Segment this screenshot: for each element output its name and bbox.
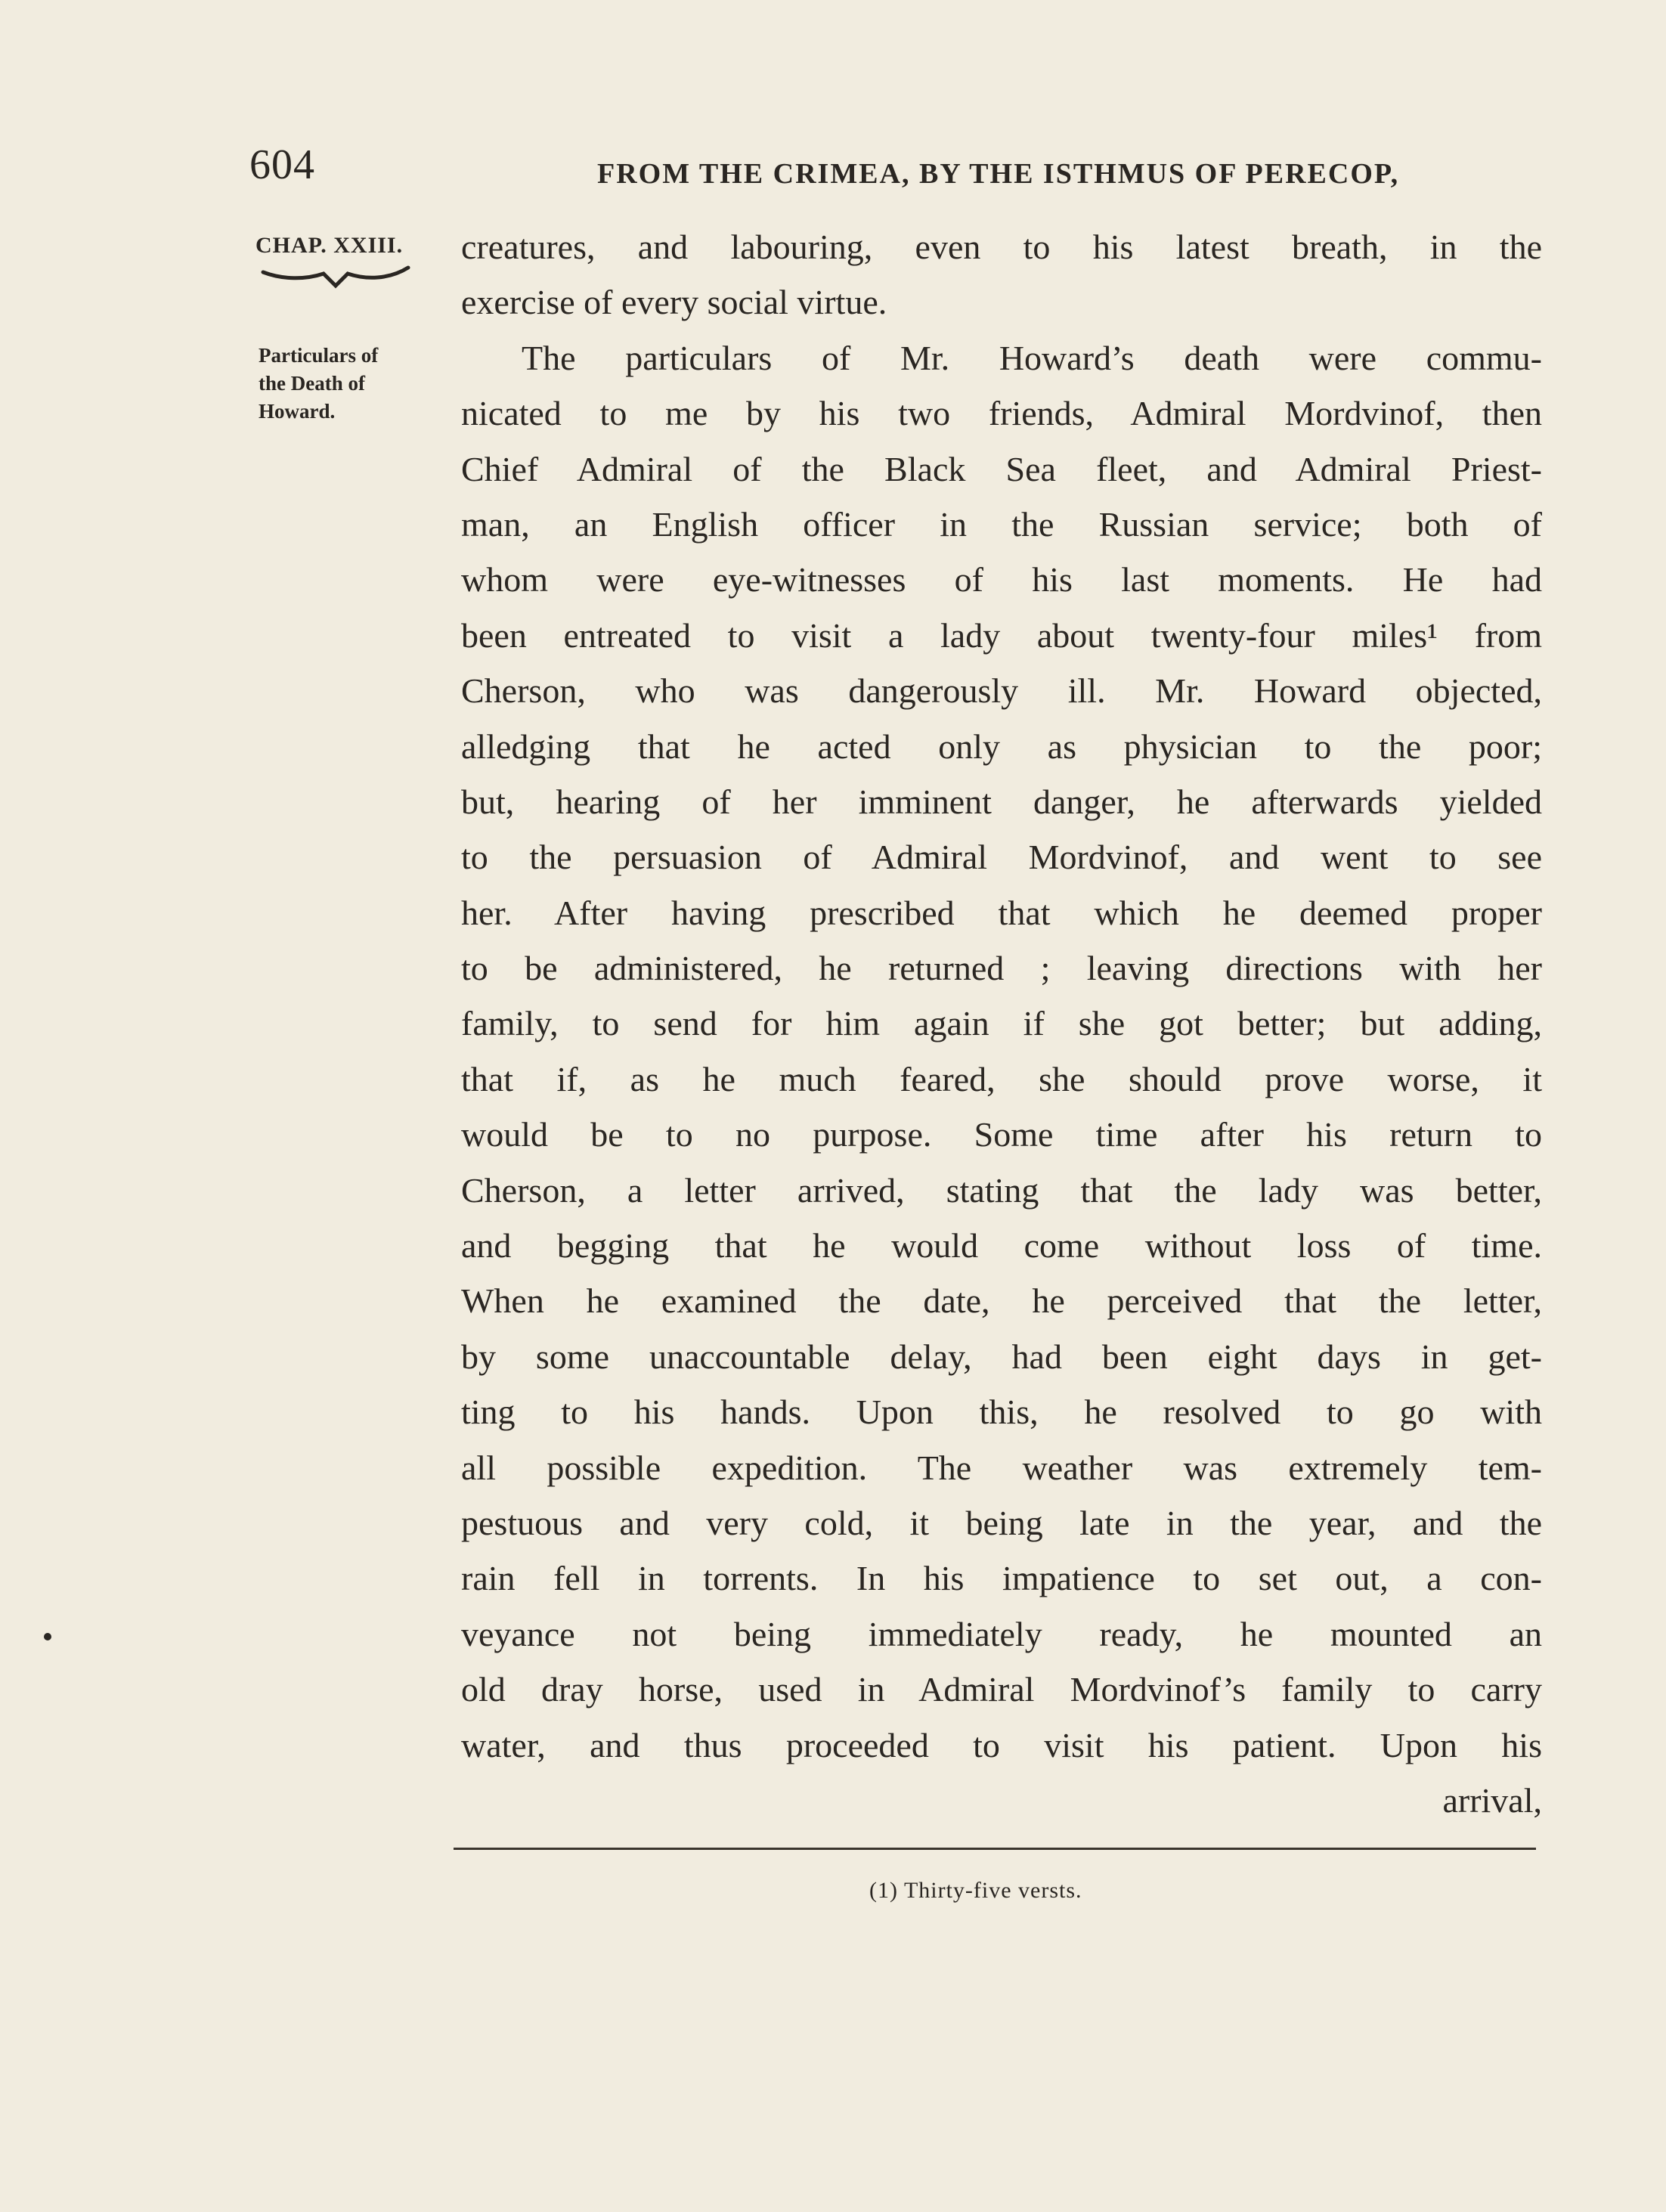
chapter-label: CHAP. XXIII. — [255, 233, 404, 258]
text-line: Cherson, a letter arrived, stating that the lady was better, — [461, 1170, 1542, 1210]
text-line: family, to send for him again if she got better; but adding, — [461, 1004, 1542, 1043]
text-line: Cherson, who was dangerously ill. Mr. Howard objected, — [461, 671, 1542, 711]
text-line: but, hearing of her imminent danger, he afterwards yielded — [461, 782, 1542, 821]
text-line: pestuous and very cold, it being late in the year, and the — [461, 1503, 1542, 1542]
catchword: arrival, — [1442, 1780, 1542, 1820]
body-text — [461, 219, 1542, 1828]
text-line: water, and thus proceeded to visit his patient. Upon his — [461, 1725, 1542, 1764]
text-line: alledging that he acted only as physician to the poor; — [461, 726, 1542, 766]
text-line: and begging that he would come without loss of time. — [461, 1226, 1542, 1266]
text-line: The particulars of Mr. Howard’s death were commu- — [522, 338, 1542, 377]
text-line: Chief Admiral of the Black Sea fleet, and Admiral Priest- — [461, 449, 1542, 488]
text-line: man, an English officer in the Russian service; both of — [461, 504, 1542, 544]
margin-mark — [44, 1633, 51, 1640]
text-line: all possible expedition. The weather was extremely tem- — [461, 1448, 1542, 1487]
sidenote-line: Particulars of — [259, 344, 379, 367]
text-line: old dray horse, used in Admiral Mordvinof’s family to carry — [461, 1670, 1542, 1709]
text-line: When he examined the date, he perceived that the letter, — [461, 1281, 1542, 1321]
text-line: creatures, and labouring, even to his latest breath, in the — [461, 228, 1542, 266]
footnote-rule — [454, 1848, 1536, 1850]
chapter-ornament-icon — [260, 263, 411, 293]
text-line: would be to no purpose. Some time after his return to — [461, 1115, 1542, 1154]
sidenote-line: Howard. — [259, 400, 336, 423]
text-line: nicated to me by his two friends, Admiral Mordvinof, then — [461, 394, 1542, 433]
text-line: exercise of every social virtue. — [461, 283, 887, 322]
text-line: by some unaccountable delay, had been eight days in get- — [461, 1337, 1542, 1376]
text-line: been entreated to visit a lady about twenty-four miles¹ from — [461, 615, 1542, 655]
sidenote-line: the Death of — [259, 372, 365, 395]
running-title: FROM THE CRIMEA, BY THE ISTHMUS OF PERECOP, — [597, 158, 1400, 190]
page-number: 604 — [249, 141, 315, 188]
text-line: ting to his hands. Upon this, he resolved to go with — [461, 1393, 1542, 1432]
text-line: whom were eye-witnesses of his last moments. He had — [461, 560, 1542, 599]
text-line: veyance not being immediately ready, he mounted an — [461, 1614, 1542, 1653]
text-line: rain fell in torrents. In his impatience to set out, a con- — [461, 1559, 1542, 1598]
text-line: that if, as he much feared, she should prove worse, it — [461, 1059, 1542, 1098]
text-line: to be administered, he returned ; leaving directions with her — [461, 949, 1542, 988]
margin-sidenote — [259, 342, 378, 426]
footnote: (1) Thirty-five versts. — [869, 1878, 1082, 1903]
text-line: to the persuasion of Admiral Mordvinof, and went to see — [461, 838, 1542, 877]
text-line: her. After having prescribed that which he deemed proper — [461, 893, 1542, 932]
